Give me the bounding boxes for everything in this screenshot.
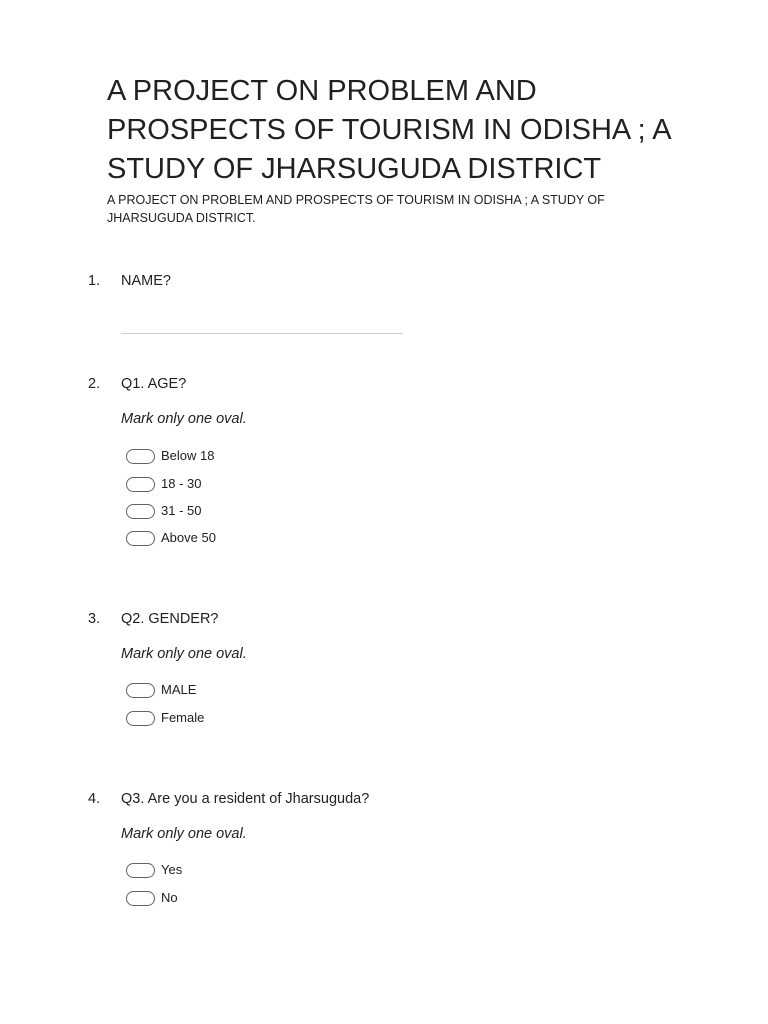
option-yes[interactable] (126, 861, 182, 879)
option-above-50[interactable] (126, 529, 216, 547)
question-number: 2. (88, 376, 101, 392)
option-label: 31 - 50 (161, 503, 202, 518)
option-label: Yes (161, 862, 183, 877)
form-title: A PROJECT ON PROBLEM AND PROSPECTS OF TOURISM IN ODISHA ; A STUDY OF JHARSUGUDA DISTRICT (107, 75, 670, 185)
question-number: 1. (88, 273, 101, 289)
question-hint: Mark only one oval. (121, 826, 247, 842)
question-text: Q1. AGE? (121, 376, 187, 392)
question-number: 3. (88, 611, 101, 627)
option-31-50[interactable] (126, 502, 201, 520)
radio-oval[interactable] (126, 477, 155, 492)
option-label: 18 - 30 (161, 476, 202, 491)
option-18-30[interactable] (126, 475, 201, 493)
question-text: Q3. Are you a resident of Jharsuguda? (121, 791, 370, 807)
radio-oval[interactable] (126, 891, 155, 906)
option-female[interactable] (126, 709, 204, 727)
option-label: Female (161, 710, 205, 725)
radio-oval[interactable] (126, 711, 155, 726)
question-text: Q2. GENDER? (121, 611, 219, 627)
option-no[interactable] (126, 889, 178, 907)
radio-oval[interactable] (126, 531, 155, 546)
radio-oval[interactable] (126, 449, 155, 464)
option-label: Below 18 (161, 448, 215, 463)
option-label: MALE (161, 682, 197, 697)
radio-oval[interactable] (126, 863, 155, 878)
form-description: A PROJECT ON PROBLEM AND PROSPECTS OF TOURISM IN ODISHA ; A STUDY OF JHARSUGUDA DISTRICT. (107, 193, 605, 225)
radio-oval[interactable] (126, 504, 155, 519)
option-label: Above 50 (161, 530, 216, 545)
radio-oval[interactable] (126, 683, 155, 698)
name-answer-field[interactable] (121, 333, 403, 334)
question-number: 4. (88, 791, 101, 807)
option-male[interactable] (126, 681, 196, 699)
question-hint: Mark only one oval. (121, 411, 247, 427)
question-text: NAME? (121, 273, 171, 289)
question-hint: Mark only one oval. (121, 646, 247, 662)
option-label: No (161, 890, 178, 905)
option-below-18[interactable] (126, 447, 214, 465)
